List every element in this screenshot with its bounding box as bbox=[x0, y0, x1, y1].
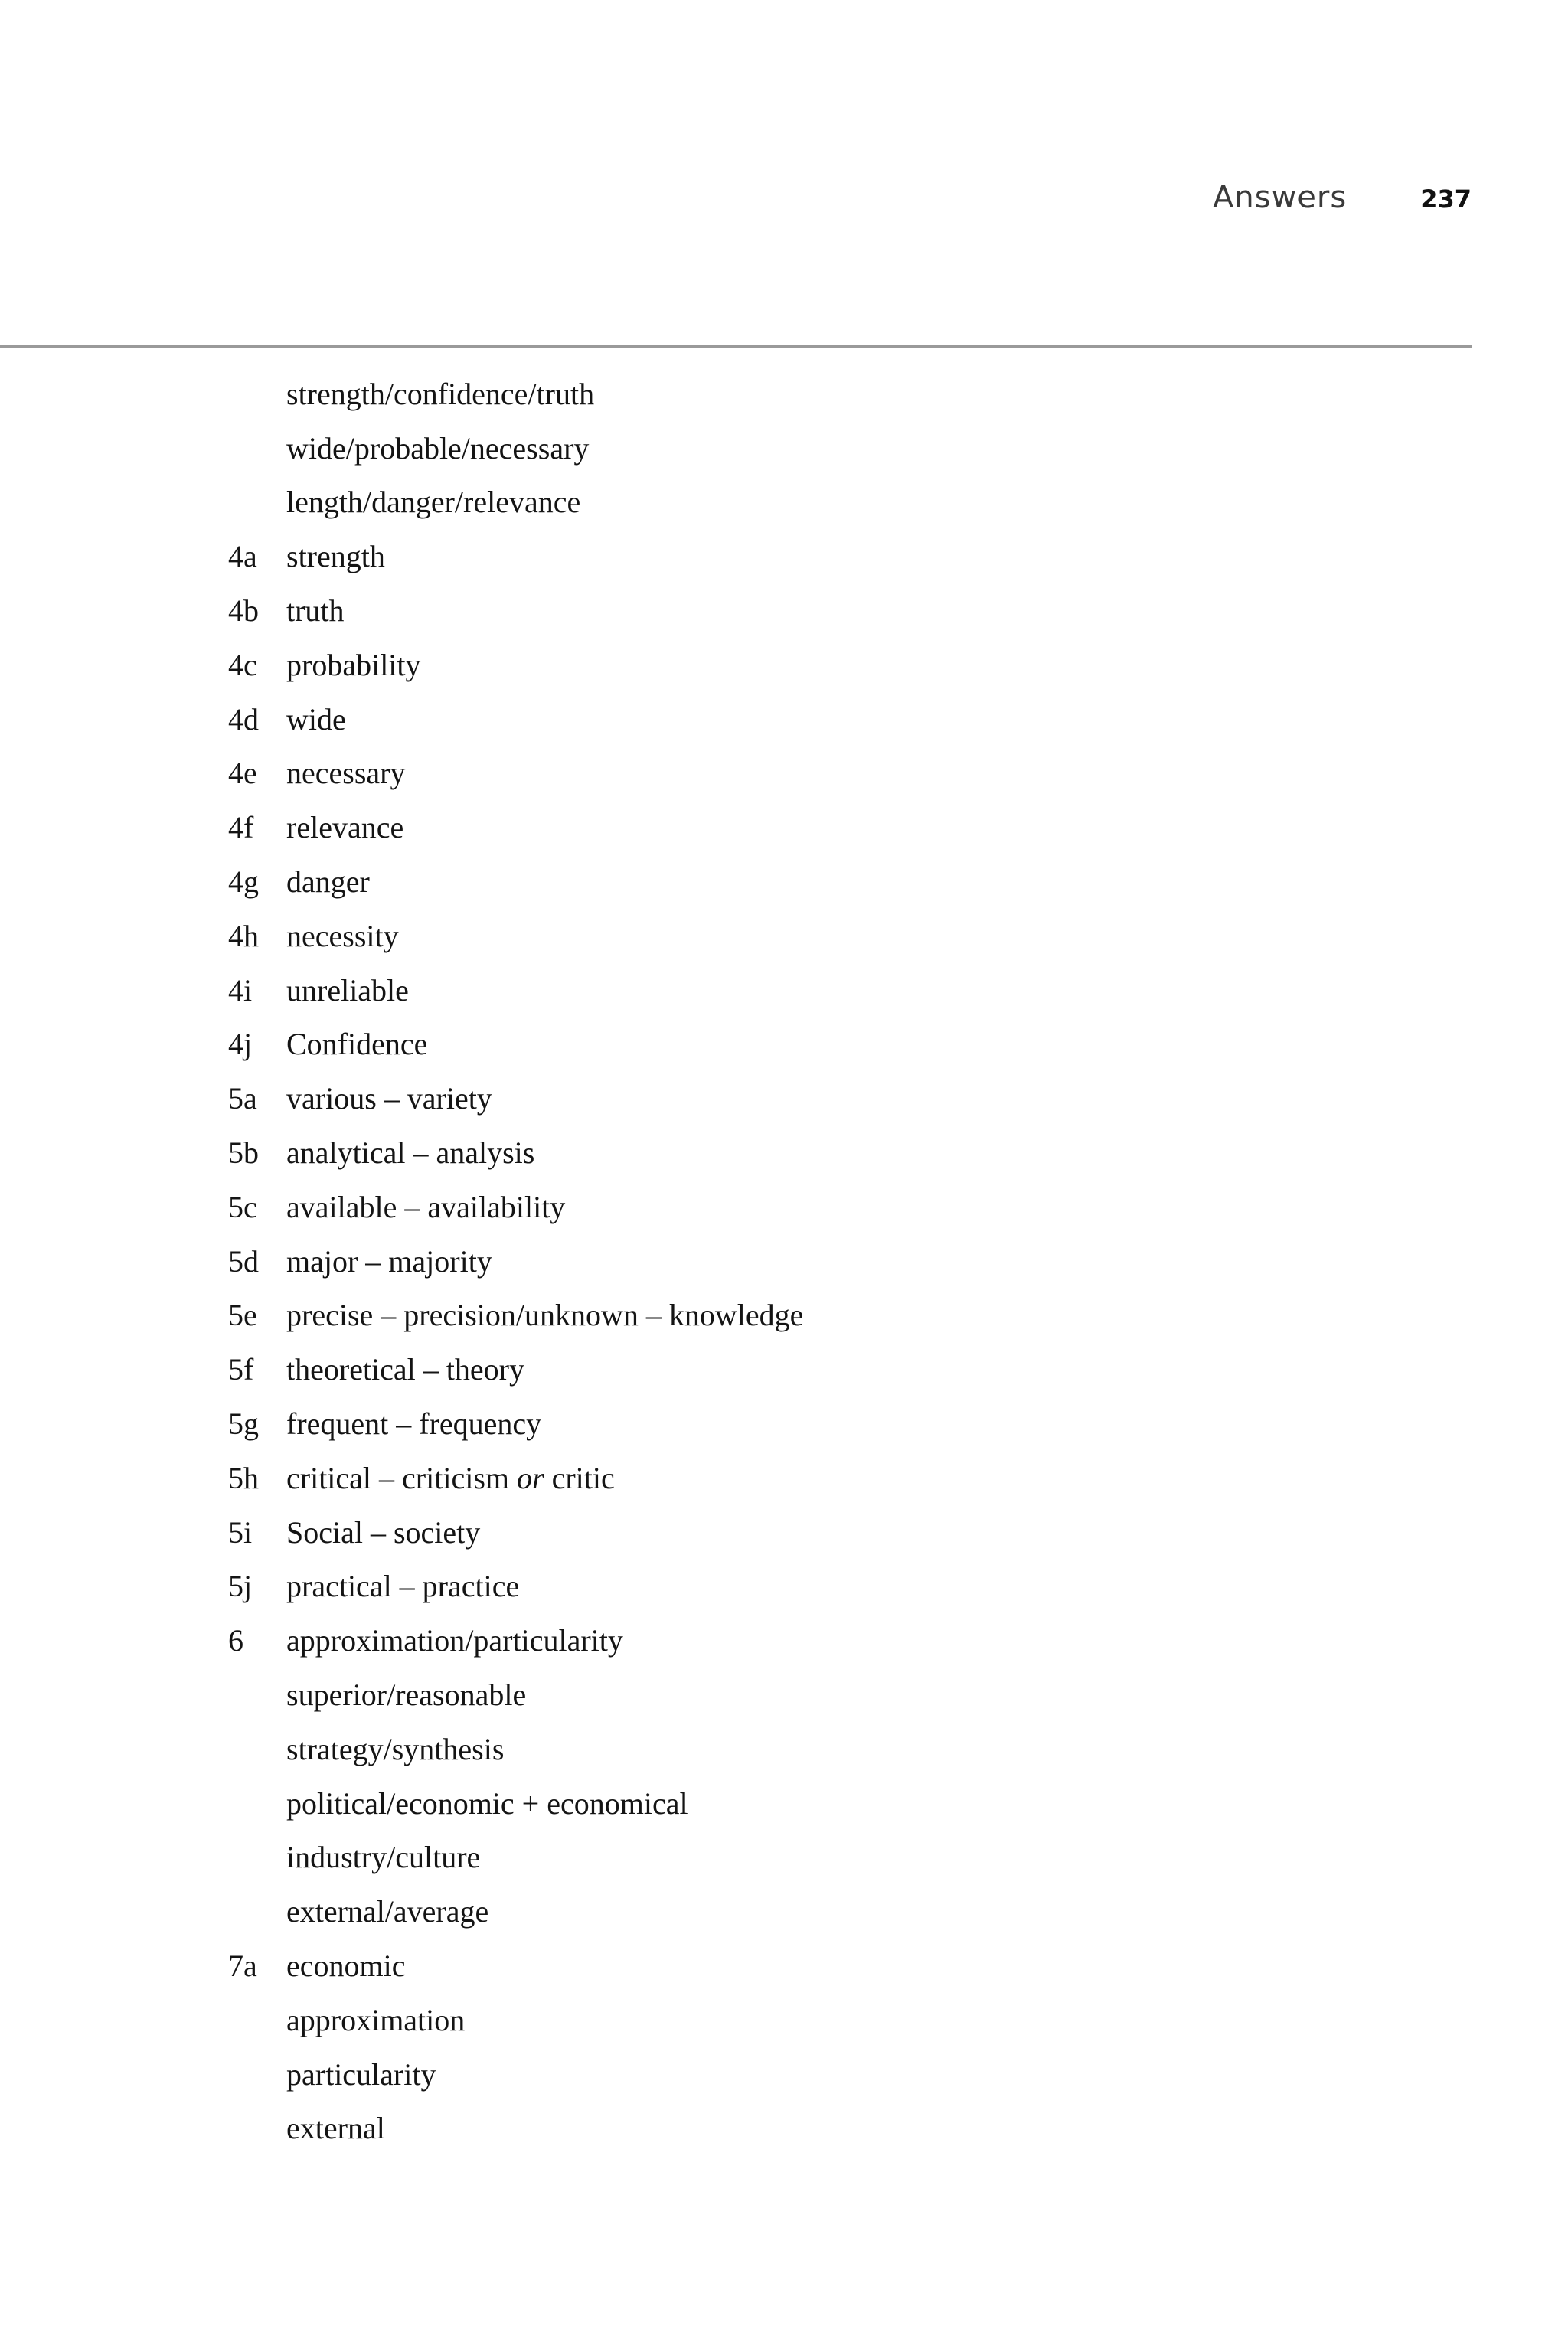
answer-text: practical – practice bbox=[286, 1569, 520, 1604]
answer-text: available – availability bbox=[286, 1189, 566, 1224]
answer-row bbox=[228, 2047, 803, 2102]
answer-label: 5d bbox=[228, 1243, 259, 1279]
answer-text: external bbox=[286, 2111, 385, 2146]
section-title: Answers bbox=[1213, 180, 1348, 215]
answer-row bbox=[228, 1180, 803, 1234]
answer-row bbox=[228, 854, 803, 909]
answer-text: necessity bbox=[286, 918, 399, 953]
answer-row bbox=[228, 1018, 803, 1072]
answer-text: political/economic + economical bbox=[286, 1785, 688, 1821]
answer-text: industry/culture bbox=[286, 1840, 481, 1875]
answer-label: 5b bbox=[228, 1135, 259, 1171]
answer-row bbox=[228, 1831, 803, 1885]
answer-row bbox=[228, 1884, 803, 1939]
answer-text: major – majority bbox=[286, 1243, 492, 1279]
answer-row bbox=[228, 1071, 803, 1125]
answer-row bbox=[228, 1289, 803, 1343]
answer-text: approximation/particularity bbox=[286, 1623, 623, 1658]
answer-text: strength bbox=[286, 539, 385, 574]
answer-label: 4f bbox=[228, 810, 254, 845]
answer-row bbox=[228, 1451, 803, 1505]
answer-row bbox=[228, 1993, 803, 2047]
answer-row bbox=[228, 963, 803, 1018]
answer-text: Confidence bbox=[286, 1027, 428, 1062]
answer-row bbox=[228, 1125, 803, 1180]
answer-label: 5g bbox=[228, 1406, 259, 1442]
answer-text: precise – precision/unknown – knowledge bbox=[286, 1298, 804, 1333]
answer-label: 5a bbox=[228, 1081, 257, 1116]
answer-label: 4c bbox=[228, 647, 257, 682]
answer-text: Social – society bbox=[286, 1514, 481, 1550]
answer-label: 4i bbox=[228, 972, 253, 1008]
answer-text: superior/reasonable bbox=[286, 1677, 527, 1713]
answer-label: 4a bbox=[228, 539, 257, 574]
answer-text: strength/confidence/truth bbox=[286, 376, 595, 411]
answer-row bbox=[228, 800, 803, 854]
answer-text: frequent – frequency bbox=[286, 1406, 542, 1442]
answer-list bbox=[228, 367, 803, 2155]
answer-row bbox=[228, 1396, 803, 1451]
answer-label: 5j bbox=[228, 1569, 253, 1604]
header-rule bbox=[0, 345, 1472, 348]
answer-row bbox=[228, 1722, 803, 1776]
answer-row bbox=[228, 475, 803, 530]
answer-row bbox=[228, 2102, 803, 2156]
answer-text: danger bbox=[286, 864, 370, 900]
answer-text: particularity bbox=[286, 2056, 436, 2092]
answer-label: 4h bbox=[228, 918, 259, 953]
answer-text: wide bbox=[286, 701, 346, 737]
answer-row bbox=[228, 1342, 803, 1396]
answer-text: analytical – analysis bbox=[286, 1135, 535, 1171]
answer-text: probability bbox=[286, 647, 421, 682]
answer-label: 5c bbox=[228, 1189, 257, 1224]
answer-text-before: critical – criticism bbox=[286, 1460, 517, 1495]
answer-text: necessary bbox=[286, 756, 406, 791]
answer-row bbox=[228, 909, 803, 963]
answer-text: various – variety bbox=[286, 1081, 492, 1116]
answer-label: 4g bbox=[228, 864, 259, 900]
answer-text-italic: or bbox=[517, 1460, 544, 1495]
answer-label: 5h bbox=[228, 1460, 259, 1495]
answer-row bbox=[228, 1560, 803, 1614]
answer-row bbox=[228, 1613, 803, 1668]
answer-label: 7a bbox=[228, 1949, 257, 1983]
page-number: 237 bbox=[1420, 185, 1472, 214]
answer-row bbox=[228, 746, 803, 801]
answer-label: 5i bbox=[228, 1514, 253, 1550]
answer-row bbox=[228, 1505, 803, 1560]
answer-text: length/danger/relevance bbox=[286, 485, 581, 520]
answer-text: unreliable bbox=[286, 972, 409, 1008]
answer-label: 5f bbox=[228, 1352, 254, 1387]
answer-text: truth bbox=[286, 593, 345, 629]
answer-label: 4d bbox=[228, 701, 259, 737]
answer-row bbox=[228, 529, 803, 583]
answer-label: 6 bbox=[228, 1623, 243, 1658]
answer-text: relevance bbox=[286, 810, 404, 845]
answer-label: 4e bbox=[228, 756, 257, 791]
answer-row bbox=[228, 638, 803, 692]
answer-row bbox=[228, 692, 803, 746]
answer-text: approximation bbox=[286, 2002, 466, 2037]
answer-row bbox=[228, 421, 803, 475]
running-header bbox=[1213, 180, 1472, 215]
answer-row bbox=[228, 367, 803, 421]
answer-row bbox=[228, 1234, 803, 1289]
answer-row bbox=[228, 1939, 803, 1993]
answer-label: 4j bbox=[228, 1027, 253, 1062]
answer-row bbox=[228, 1776, 803, 1831]
answer-label: 4b bbox=[228, 593, 259, 629]
answer-text-after: critic bbox=[544, 1460, 615, 1495]
answer-text: external/average bbox=[286, 1894, 489, 1929]
answer-label: 5e bbox=[228, 1298, 257, 1333]
answer-row bbox=[228, 1668, 803, 1722]
answer-row bbox=[228, 583, 803, 638]
answer-text: strategy/synthesis bbox=[286, 1731, 505, 1766]
answer-text: economic bbox=[286, 1949, 406, 1983]
answer-text: wide/probable/necessary bbox=[286, 430, 590, 466]
answer-text: theoretical – theory bbox=[286, 1352, 524, 1387]
answer-text bbox=[286, 1460, 615, 1496]
